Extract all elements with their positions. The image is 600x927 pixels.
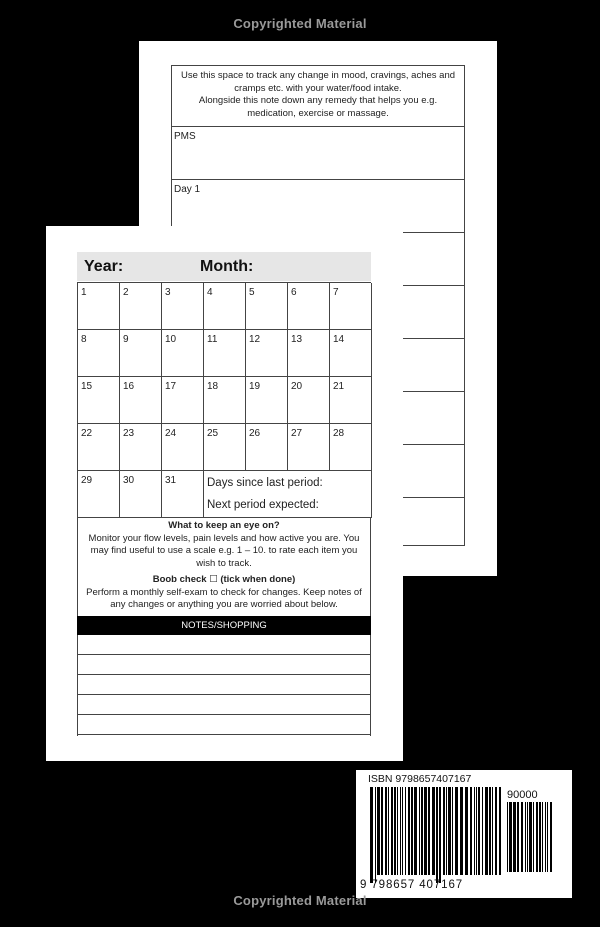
calendar-day-cell: 1 — [78, 283, 120, 330]
isbn-barcode — [356, 770, 572, 898]
calendar-day-cell: 13 — [288, 330, 330, 377]
barcode-addon-bars — [507, 802, 555, 880]
calendar-header — [77, 252, 371, 281]
barcode-bar — [421, 787, 423, 875]
barcode-bar — [446, 787, 447, 875]
row-label: Day 1 — [174, 184, 201, 195]
barcode-bar — [455, 787, 458, 875]
barcode-bar — [443, 787, 445, 875]
barcode-bar — [521, 802, 523, 872]
instruction-line: medication, exercise or massage. — [247, 107, 389, 119]
barcode-bar — [529, 802, 532, 872]
calendar-day-cell: 6 — [288, 283, 330, 330]
barcode-bar — [539, 802, 541, 872]
barcode-bar — [436, 787, 438, 883]
barcode-bar — [499, 787, 501, 875]
calendar-day-cell: 24 — [162, 424, 204, 471]
year-label: Year: — [84, 258, 124, 275]
barcode-bar — [381, 787, 383, 875]
calendar-day-cell: 7 — [330, 283, 372, 330]
month-label: Month: — [200, 258, 254, 275]
front-page — [46, 226, 403, 761]
calendar-day-cell: 12 — [246, 330, 288, 377]
barcode-bars — [370, 787, 502, 883]
boob-check-title: Boob check ☐ (tick when done) — [152, 574, 296, 585]
barcode-bar — [465, 787, 468, 875]
calendar-day-cell: 8 — [78, 330, 120, 377]
notes-lines — [77, 635, 371, 736]
barcode-bar — [394, 787, 396, 875]
copyright-watermark-bottom: Copyrighted Material — [233, 893, 367, 908]
row-label: PMS — [174, 131, 196, 142]
barcode-bar — [414, 787, 417, 875]
calendar-day-cell: 10 — [162, 330, 204, 377]
barcode-bar — [533, 802, 534, 872]
barcode-bar — [517, 802, 519, 872]
calendar-day-cell: 9 — [120, 330, 162, 377]
barcode-bar — [439, 787, 441, 883]
barcode-bar — [507, 802, 508, 872]
barcode-bar — [485, 787, 488, 875]
barcode-bar — [476, 787, 477, 875]
barcode-bar — [550, 802, 552, 872]
barcode-bar — [513, 802, 516, 872]
barcode-bar — [405, 787, 406, 875]
barcode-bar — [397, 787, 398, 875]
barcode-bar — [448, 787, 451, 875]
barcode-bar — [375, 787, 376, 883]
calendar-day-cell: 18 — [204, 377, 246, 424]
days-since-label: Days since last period: — [207, 477, 323, 489]
price-code: 90000 — [507, 789, 538, 801]
instruction-line: cramps etc. with your water/food intake. — [234, 82, 402, 94]
calendar-day-cell: 27 — [288, 424, 330, 471]
notes-line — [78, 715, 370, 735]
keep-eye-title: What to keep an eye on? — [168, 520, 280, 531]
calendar-day-cell: 21 — [330, 377, 372, 424]
boob-check-line: any changes or anything you are worried about below. — [110, 599, 338, 610]
calendar-day-cell: 2 — [120, 283, 162, 330]
barcode-bar — [377, 787, 380, 875]
calendar-day-cell: 23 — [120, 424, 162, 471]
barcode-bar — [478, 787, 480, 875]
calendar-day-cell: 20 — [288, 377, 330, 424]
keep-eye-line: wish to track. — [196, 557, 252, 569]
period-info-cell — [204, 471, 372, 518]
notes-line — [78, 675, 370, 695]
calendar-day-cell: 31 — [162, 471, 204, 518]
notes-line — [78, 655, 370, 675]
notes-line — [78, 635, 370, 655]
calendar-day-cell: 14 — [330, 330, 372, 377]
calendar-grid — [77, 282, 371, 517]
barcode-bar — [408, 787, 410, 875]
barcode-bar — [542, 802, 543, 872]
tracker-row-pms — [172, 127, 464, 180]
barcode-bar — [492, 787, 493, 875]
barcode-bar — [385, 787, 387, 875]
barcode-bar — [547, 802, 548, 872]
barcode-bar — [428, 787, 430, 875]
guidance-section — [77, 517, 371, 616]
calendar-day-cell: 28 — [330, 424, 372, 471]
calendar-day-cell: 3 — [162, 283, 204, 330]
tracker-instructions — [172, 66, 464, 127]
calendar-day-cell: 17 — [162, 377, 204, 424]
copyright-watermark-top: Copyrighted Material — [233, 16, 367, 31]
calendar-day-cell: 4 — [204, 283, 246, 330]
calendar-day-cell: 15 — [78, 377, 120, 424]
calendar-day-cell: 16 — [120, 377, 162, 424]
barcode-bar — [474, 787, 475, 875]
calendar-day-cell: 11 — [204, 330, 246, 377]
instruction-line: Alongside this note down any remedy that helps you e.g. — [198, 95, 438, 106]
barcode-bar — [419, 787, 420, 875]
barcode-bar — [391, 787, 393, 875]
barcode-bar — [536, 802, 538, 872]
barcode-bar — [452, 787, 453, 875]
barcode-bar — [460, 787, 463, 875]
calendar-day-cell: 5 — [246, 283, 288, 330]
calendar-day-cell: 29 — [78, 471, 120, 518]
isbn-digits: 9 798657 407167 — [360, 879, 464, 891]
boob-check-line: Perform a monthly self-exam to check for changes. Keep notes of — [86, 586, 362, 598]
next-period-label: Next period expected: — [207, 499, 319, 511]
barcode-bar — [470, 787, 472, 875]
calendar-day-cell: 25 — [204, 424, 246, 471]
barcode-bar — [400, 787, 401, 875]
barcode-bar — [388, 787, 389, 875]
calendar-day-cell: 22 — [78, 424, 120, 471]
barcode-bar — [489, 787, 491, 875]
barcode-bar — [495, 787, 497, 875]
barcode-bar — [527, 802, 528, 872]
barcode-bar — [424, 787, 427, 875]
barcode-bar — [370, 787, 373, 883]
barcode-bar — [525, 802, 526, 872]
barcode-bar — [411, 787, 413, 875]
keep-eye-line: may find useful to use a scale e.g. 1 – 10. to rate each item you — [90, 545, 358, 556]
calendar-day-cell: 30 — [120, 471, 162, 518]
calendar-day-cell: 19 — [246, 377, 288, 424]
barcode-bar — [509, 802, 512, 872]
keep-eye-line: Monitor your flow levels, pain levels and how active you are. You — [88, 532, 360, 544]
isbn-label: ISBN 9798657407167 — [368, 773, 472, 785]
barcode-bar — [482, 787, 483, 875]
calendar-day-cell: 26 — [246, 424, 288, 471]
barcode-bar — [432, 787, 435, 875]
barcode-bar — [402, 787, 403, 875]
notes-line — [78, 695, 370, 715]
barcode-bar — [545, 802, 546, 872]
instruction-line: Use this space to track any change in mood, cravings, aches and — [180, 70, 456, 81]
notes-shopping-bar: NOTES/SHOPPING — [77, 616, 371, 635]
